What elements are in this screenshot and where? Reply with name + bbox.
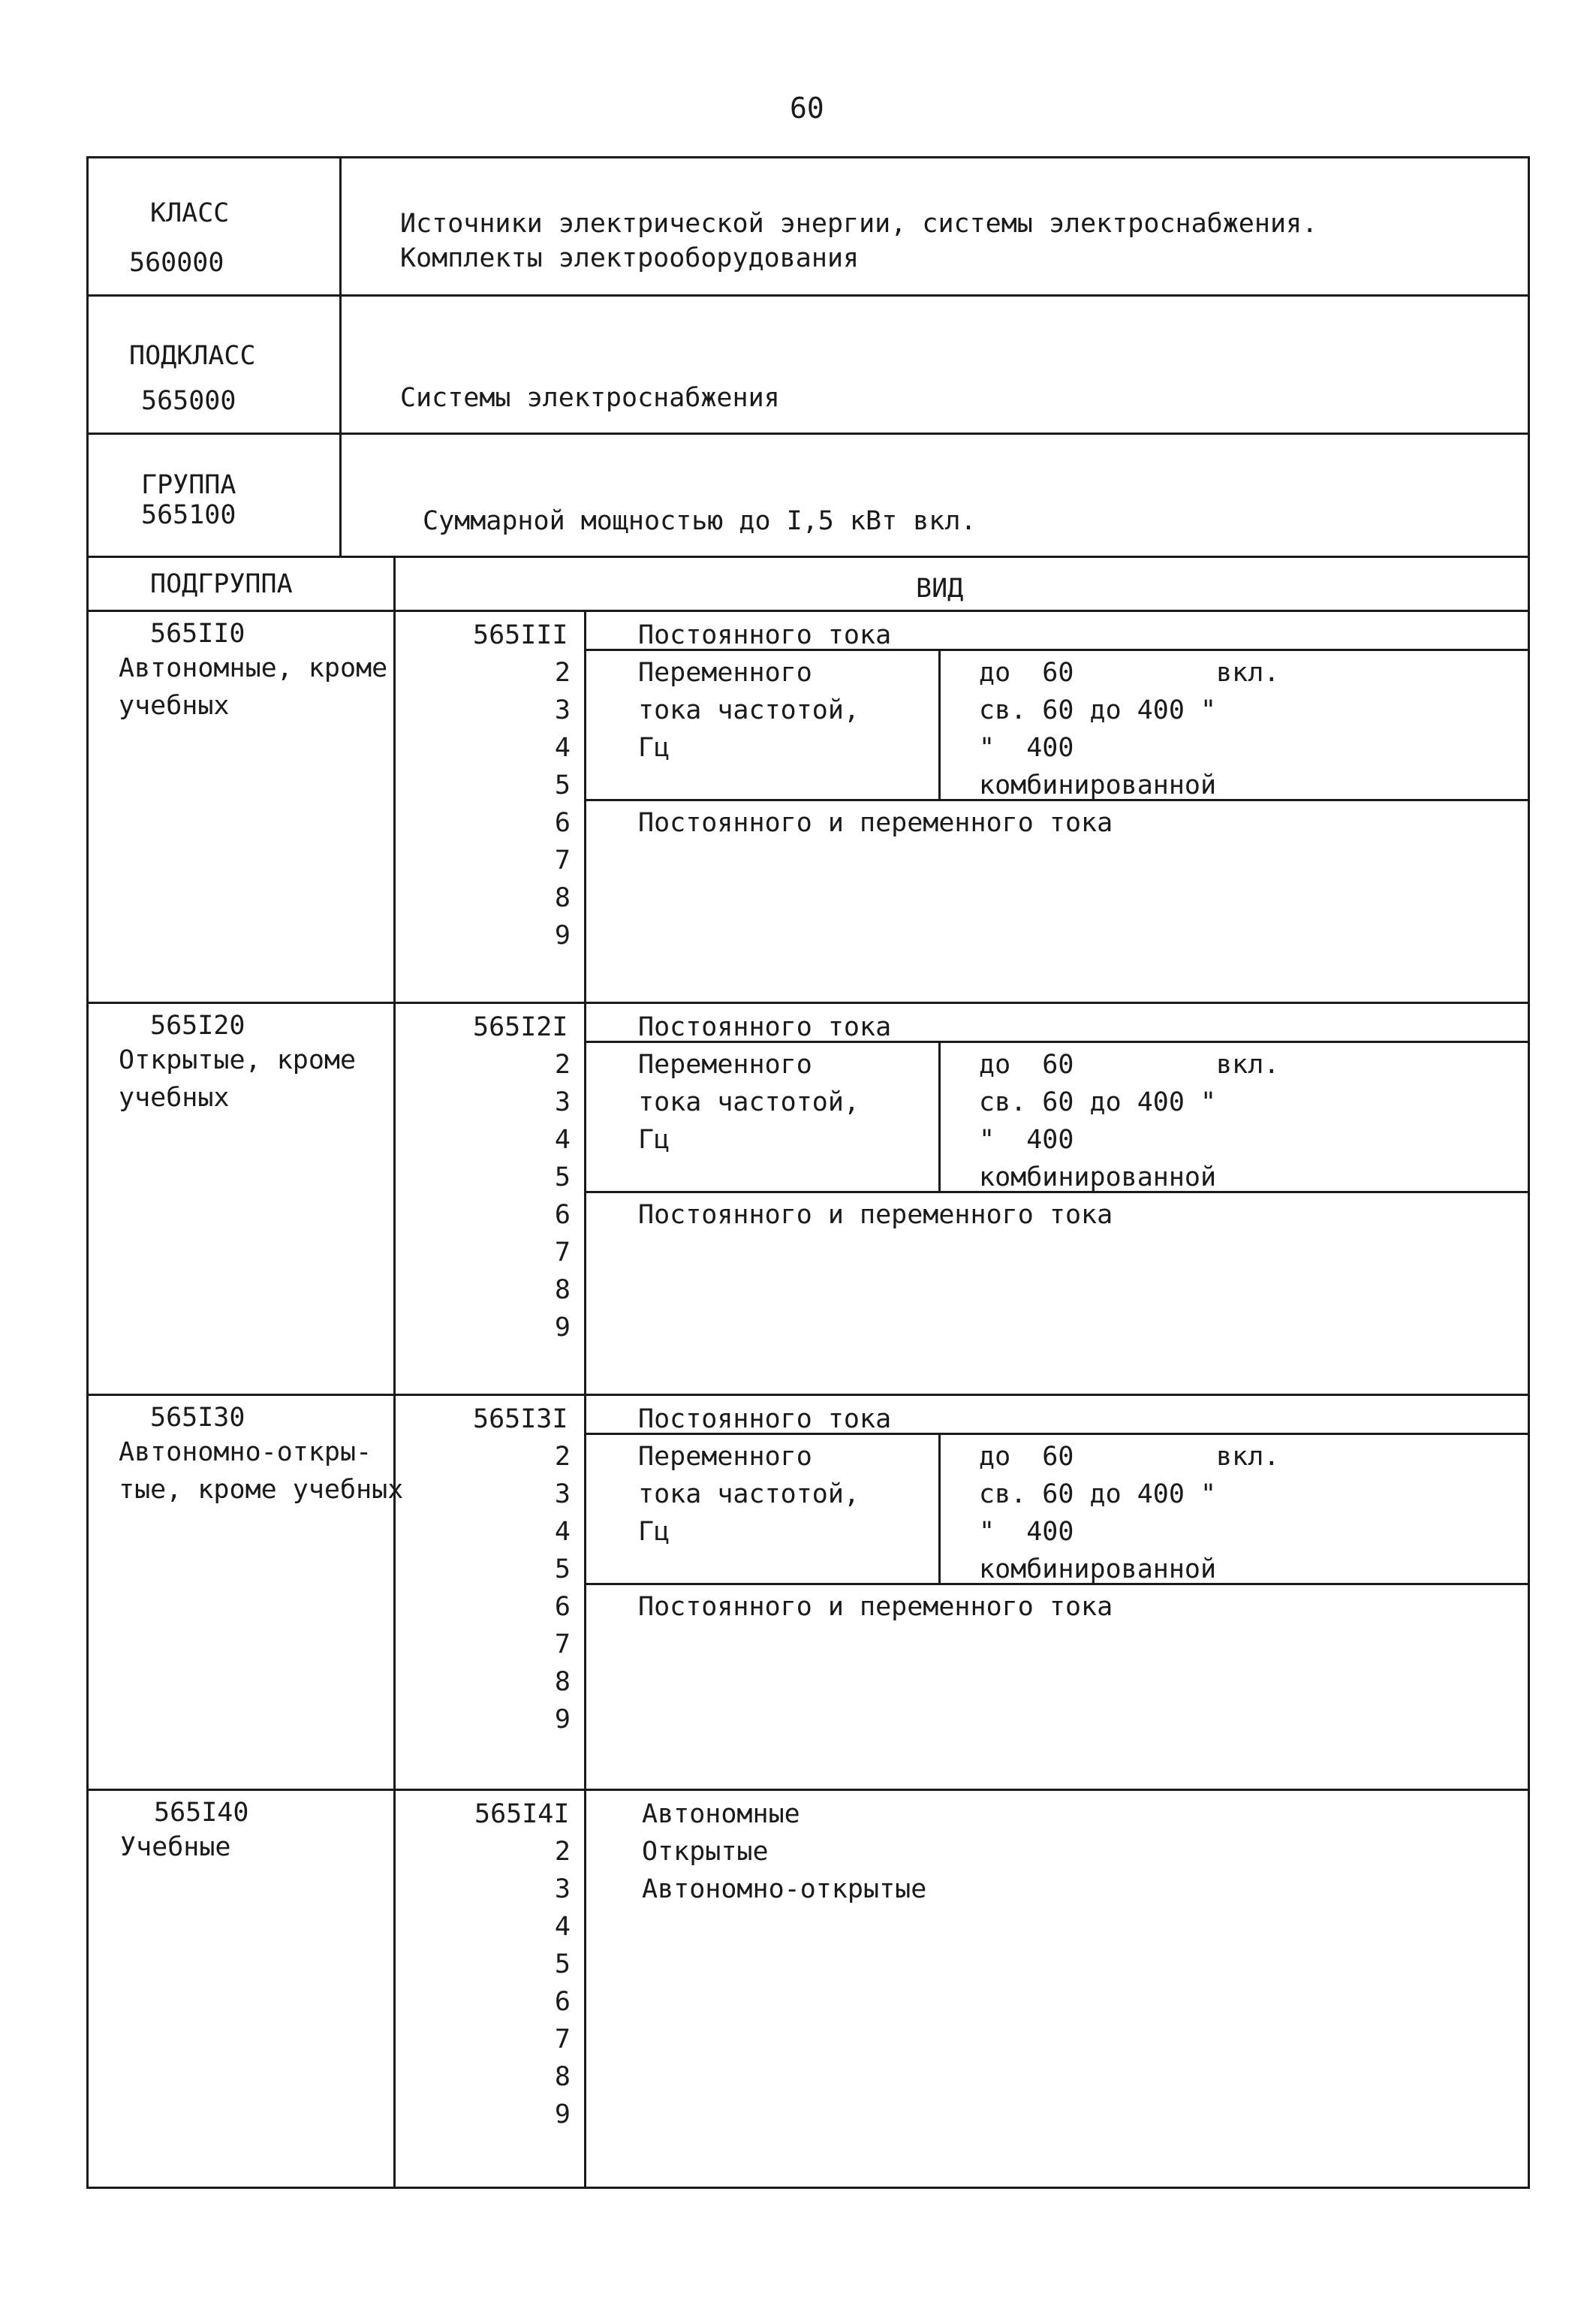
ac-label-line: Гц xyxy=(638,1517,670,1547)
subgroup-name-line: Автономно-откры- xyxy=(119,1437,372,1467)
dc-label: Постоянного тока xyxy=(638,620,892,650)
vid-number: 6 xyxy=(554,1200,571,1230)
vid-number: 6 xyxy=(554,1592,571,1622)
frequency-column-divider xyxy=(938,1041,941,1191)
vid-number: 6 xyxy=(554,808,571,838)
ac-label-line: тока частотой, xyxy=(638,1479,860,1509)
subgroup-name-line: учебных xyxy=(119,1083,230,1113)
vid-number: 4 xyxy=(554,1912,571,1942)
frequency-range: " 400 xyxy=(979,733,1074,763)
row-divider xyxy=(86,433,1530,435)
gruppa-label: ГРУППА xyxy=(141,470,236,500)
klass-title-line1: Источники электрической энергии, системы электроснабжения. xyxy=(400,209,1318,239)
vid-number: 8 xyxy=(554,1275,571,1305)
block-divider xyxy=(86,1394,1530,1396)
block-divider xyxy=(86,1002,1530,1004)
podklass-code: 565000 xyxy=(141,386,236,416)
podgruppa-column-divider xyxy=(393,556,396,2189)
vid-number: 4 xyxy=(554,1517,571,1547)
vid-number: 5 xyxy=(554,770,571,800)
ac-label-line: Гц xyxy=(638,1125,670,1155)
vid-number: 3 xyxy=(554,695,571,725)
podklass-label: ПОДКЛАСС xyxy=(129,341,256,371)
subgroup-name-line: учебных xyxy=(119,691,230,721)
vid-number: 2 xyxy=(554,1050,571,1080)
label-column-divider xyxy=(339,156,342,556)
vid-number: 5 xyxy=(554,1554,571,1584)
frequency-column-divider xyxy=(938,649,941,799)
vid-number: 4 xyxy=(554,1125,571,1155)
vid-number: 3 xyxy=(554,1087,571,1117)
vid-number: 2 xyxy=(554,1442,571,1472)
subgroup-name-line: Открытые, кроме xyxy=(119,1045,357,1075)
frequency-range: св. 60 до 400 " xyxy=(979,695,1217,725)
vid-number: 8 xyxy=(554,883,571,913)
frequency-range: до 60 вкл. xyxy=(979,658,1280,688)
vid-number: 9 xyxy=(554,2100,571,2130)
subgroup-code: 565I30 xyxy=(150,1403,245,1433)
table-left-border xyxy=(86,156,89,2189)
vid-number: 7 xyxy=(554,2024,571,2054)
block4-name: Учебные xyxy=(120,1832,231,1862)
frequency-range: комбинированной xyxy=(979,770,1217,800)
vid-number: 8 xyxy=(554,1667,571,1697)
vid-number: 9 xyxy=(554,1313,571,1343)
gruppa-title: Суммарной мощностью до I,5 кВт вкл. xyxy=(423,506,977,536)
frequency-range: комбинированной xyxy=(979,1554,1217,1584)
vid-code: 565I3I xyxy=(473,1404,568,1434)
klass-title-line2: Комплекты электрооборудования xyxy=(400,243,860,273)
podklass-title: Системы электроснабжения xyxy=(400,383,780,413)
ac-label-line: Переменного xyxy=(638,1442,812,1472)
subgroup-code: 565I20 xyxy=(150,1011,245,1041)
klass-code: 560000 xyxy=(129,248,224,278)
ac-dc-label: Постоянного и переменного тока xyxy=(638,808,1113,838)
vid-number: 7 xyxy=(554,1629,571,1659)
vid-number: 3 xyxy=(554,1479,571,1509)
subgroup-name-line: Автономные, кроме xyxy=(119,653,388,683)
frequency-range: комбинированной xyxy=(979,1162,1217,1192)
block4-item-2: Открытые xyxy=(642,1837,769,1867)
header-vid: ВИД xyxy=(916,574,964,604)
vid-code-column-divider xyxy=(584,610,586,2189)
ac-label-line: тока частотой, xyxy=(638,1087,860,1117)
block4-item-1: Автономные xyxy=(642,1799,800,1829)
vid-number: 5 xyxy=(554,1949,571,1979)
table-top-border xyxy=(86,156,1530,158)
frequency-column-divider xyxy=(938,1433,941,1583)
gruppa-code: 565100 xyxy=(141,500,236,530)
ac-label-line: Гц xyxy=(638,733,670,763)
frequency-range: св. 60 до 400 " xyxy=(979,1087,1217,1117)
table-right-border xyxy=(1528,156,1530,2189)
subgroup-name-line: тые, кроме учебных xyxy=(119,1475,404,1505)
vid-number: 2 xyxy=(554,1837,571,1867)
vid-number: 3 xyxy=(554,1874,571,1904)
vid-number: 7 xyxy=(554,846,571,876)
vid-number: 7 xyxy=(554,1237,571,1268)
vid-number: 5 xyxy=(554,1162,571,1192)
vid-number: 2 xyxy=(554,658,571,688)
vid-code: 565III xyxy=(473,620,568,650)
frequency-range: " 400 xyxy=(979,1125,1074,1155)
row-divider xyxy=(86,294,1530,297)
header-bottom-border xyxy=(86,610,1530,612)
subgroup-code: 565II0 xyxy=(150,619,245,649)
block-divider xyxy=(86,1789,1530,1791)
dc-label: Постоянного тока xyxy=(638,1404,892,1434)
frequency-range: св. 60 до 400 " xyxy=(979,1479,1217,1509)
frequency-range: до 60 вкл. xyxy=(979,1050,1280,1080)
vid-number: 6 xyxy=(554,1987,571,2017)
frequency-range: до 60 вкл. xyxy=(979,1442,1280,1472)
vid-code: 565I2I xyxy=(473,1012,568,1042)
vid-number: 9 xyxy=(554,921,571,951)
vid-number: 8 xyxy=(554,2062,571,2092)
block4-item-3: Автономно-открытые xyxy=(642,1874,927,1904)
vid-number: 4 xyxy=(554,733,571,763)
klass-label: КЛАСС xyxy=(150,198,230,228)
header-podgruppa: ПОДГРУППА xyxy=(150,569,293,599)
table-bottom-border xyxy=(86,2187,1530,2189)
ac-dc-label: Постоянного и переменного тока xyxy=(638,1200,1113,1230)
vid-number: 9 xyxy=(554,1705,571,1735)
block4-first-vid: 565I4I xyxy=(474,1799,570,1829)
row-divider xyxy=(86,556,1530,558)
dc-label: Постоянного тока xyxy=(638,1012,892,1042)
ac-label-line: Переменного xyxy=(638,1050,812,1080)
page-number: 60 xyxy=(790,92,824,125)
frequency-range: " 400 xyxy=(979,1517,1074,1547)
block4-code: 565I40 xyxy=(154,1798,249,1828)
ac-label-line: Переменного xyxy=(638,658,812,688)
ac-label-line: тока частотой, xyxy=(638,695,860,725)
ac-dc-label: Постоянного и переменного тока xyxy=(638,1592,1113,1622)
